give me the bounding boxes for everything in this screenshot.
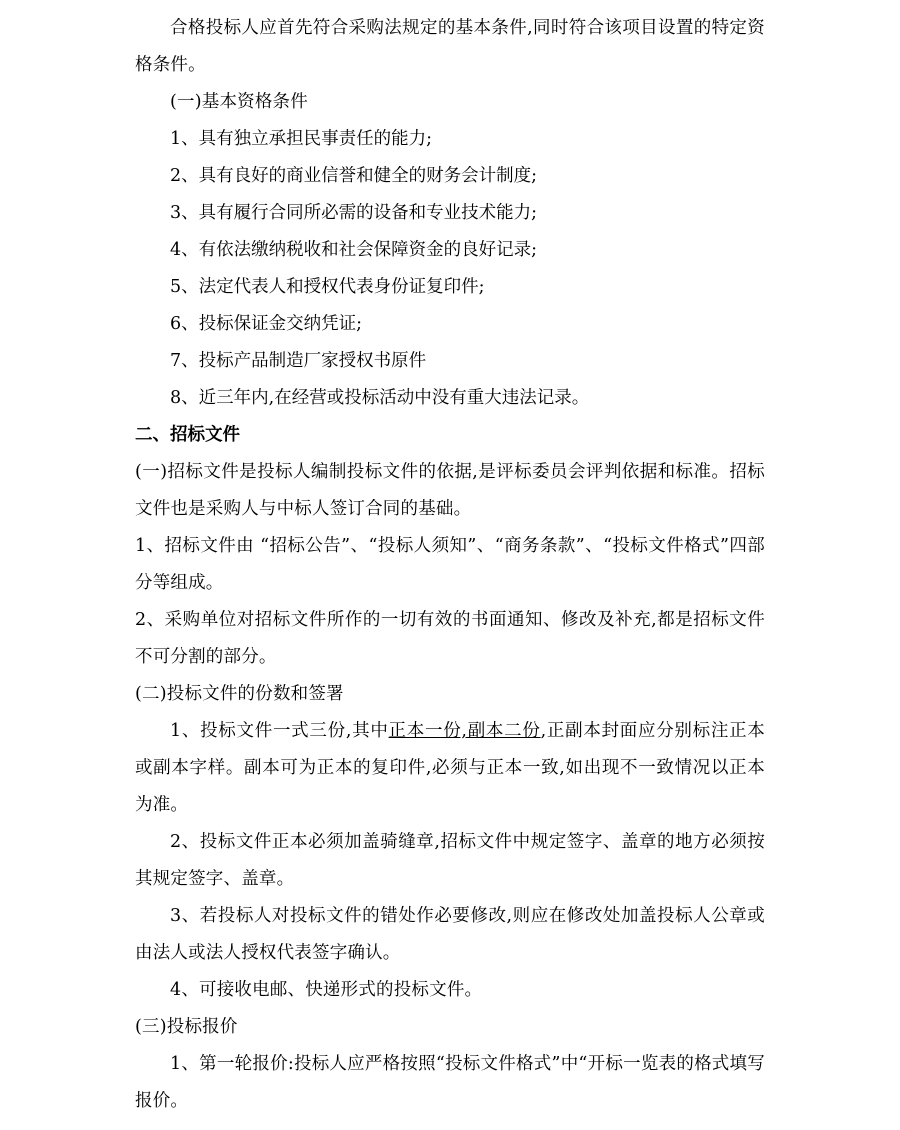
section-two-paragraph-3: 2、采购单位对招标文件所作的一切有效的书面通知、修改及补充,都是招标文件不可分割的部分。 xyxy=(135,610,765,667)
section-two-paragraph-1: (一)招标文件是投标人编制投标文件的依据,是评标委员会评判依据和标准。招标文件也是采购人与中标人签订合同的基础。 xyxy=(135,462,765,519)
section-two-paragraph-2: 1、招标文件由 “招标公告”、“投标人须知”、“商务条款”、“投标文件格式”四部分等组成。 xyxy=(135,536,765,593)
sub-item-1-underlined: 正本一份,副本二份 xyxy=(388,721,541,741)
list-item: 8、近三年内,在经营或投标活动中没有重大违法记录。 xyxy=(170,388,590,408)
sub-item-3: 3、若投标人对投标文件的错处作必要修改,则应在修改处加盖投标人公章或由法人或法人授权代表签字确认。 xyxy=(135,906,765,963)
list-item: 5、法定代表人和授权代表身份证复印件; xyxy=(170,277,485,297)
sub-item-1-prefix: 1、投标文件一式三份,其中 xyxy=(170,721,389,741)
sub-item-1 xyxy=(135,713,765,824)
sub-item-1-suffix: ,正副本封面应分别标注正本或副本字样。副本可为正本的复印件,必须与正本一致,如出现不一致情况以正本为准。 xyxy=(135,721,765,815)
list-item: 6、投标保证金交纳凭证; xyxy=(170,314,363,334)
intro-paragraph: 合格投标人应首先符合采购法规定的基本条件,同时符合该项目设置的特定资格条件。 xyxy=(135,18,765,75)
sub-item-bid-price-1: 1、第一轮报价:投标人应严格按照“投标文件格式”中“开标一览表的格式填写报价。 xyxy=(135,1054,765,1111)
sub-item-4: 4、可接收电邮、快递形式的投标文件。 xyxy=(170,980,483,1000)
subsection-title-two: (二)投标文件的份数和签署 xyxy=(135,684,344,704)
subsection-title-three: (三)投标报价 xyxy=(135,1017,238,1037)
list-item: 2、具有良好的商业信誉和健全的财务会计制度; xyxy=(170,166,538,186)
list-item: 7、投标产品制造厂家授权书原件 xyxy=(170,351,427,371)
sub-item-2: 2、投标文件正本必须加盖骑缝章,招标文件中规定签字、盖章的地方必须按其规定签字、盖章。 xyxy=(135,832,765,889)
list-item: 1、具有独立承担民事责任的能力; xyxy=(170,129,433,149)
basic-qualification-title: (一)基本资格条件 xyxy=(170,92,308,112)
section-heading-two: 二、招标文件 xyxy=(135,425,240,445)
list-item: 3、具有履行合同所必需的设备和专业技术能力; xyxy=(170,203,538,223)
list-item: 4、有依法缴纳税收和社会保障资金的良好记录; xyxy=(170,240,538,260)
